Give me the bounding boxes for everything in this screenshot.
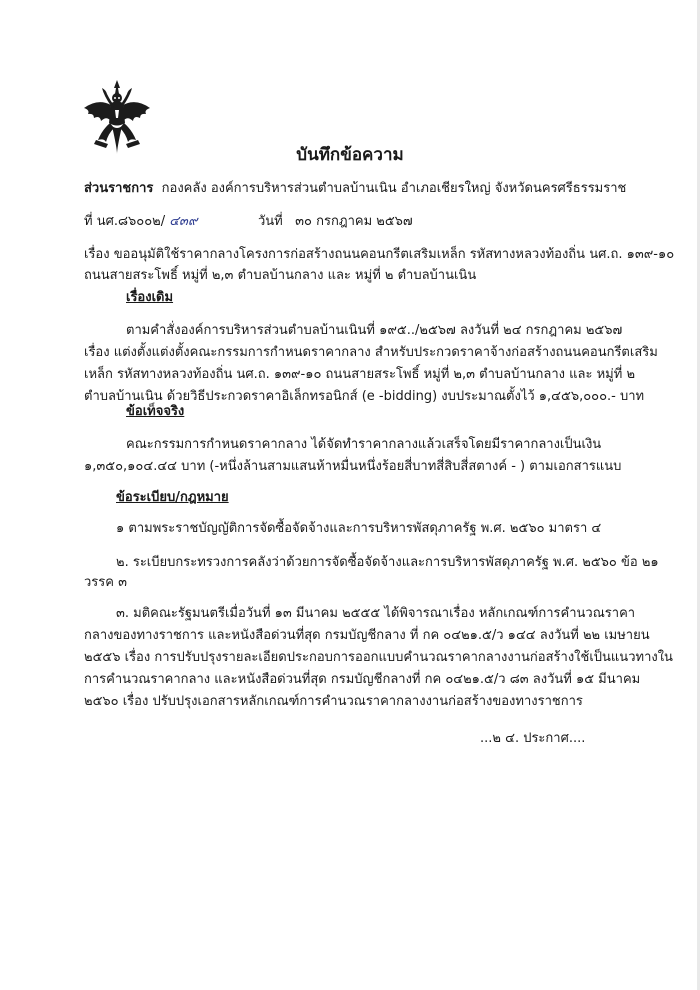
law-item-2-line-1: ๒. ระเบียบกระทรวงการคลังว่าด้วยการจัดซื้อจัดจ้างและการบริหารพัสดุภาครัฐ พ.ศ. ๒๕๖๐ ข้อ ๒๑ xyxy=(116,555,659,570)
background-line: เหล็ก รหัสทางหลวงท้องถิ่น นศ.ถ. ๑๓๙-๑๐ ถนนสายสระโพธิ์ หมู่ที่ ๒,๓ ตำบลบ้านกลาง และ หมู่ที่ ๒ xyxy=(84,367,636,382)
law-item-1: ๑ ตามพระราชบัญญัติการจัดซื้อจัดจ้างและการบริหารพัสดุภาครัฐ พ.ศ. ๒๕๖๐ มาตรา ๔ xyxy=(116,521,602,536)
date-value: ๓๐ กรกฎาคม ๒๕๖๗ xyxy=(295,214,413,229)
background-line: ตำบลบ้านเนิน ด้วยวิธีประกวดราคาอิเล็กทรอนิกส์ (e -bidding) งบประมาณตั้งไว้ ๑,๔๕๖,๐๐๐.- บาท xyxy=(84,389,645,404)
law-item-3-line: ๓. มติคณะรัฐมนตรีเมื่อวันที่ ๑๓ มีนาคม ๒๕๕๕ ได้พิจารณาเรื่อง หลักเกณฑ์การคำนวณราคา xyxy=(116,606,636,621)
law-item-3-line: ๒๕๖๐ เรื่อง ปรับปรุงเอกสารหลักเกณฑ์การคำนวณราคากลางงานก่อสร้างของทางราชการ xyxy=(84,694,583,709)
law-item-2-line-2: วรรค ๓ xyxy=(84,575,127,590)
subject-line-2: ถนนสายสระโพธิ์ หมู่ที่ ๒,๓ ตำบลบ้านกลาง และ หมู่ที่ ๒ ตำบลบ้านเนิน xyxy=(84,268,477,283)
reference-label: ที่ นศ.๘๖๐๐๒/ xyxy=(84,214,166,229)
page-continuation: ...๒ ๔. ประกาศ.... xyxy=(480,731,586,746)
date-label: วันที่ xyxy=(258,214,283,229)
law-item-3-line: กลางของทางราชการ และหนังสือด่วนที่สุด กรมบัญชีกลาง ที่ กค ๐๔๒๑.๕/ว ๑๔๔ ลงวันที่ ๒๒ เมษายน xyxy=(84,628,650,643)
background-line: เรื่อง แต่งตั้งแต่งตั้งคณะกรรมการกำหนดราคากลาง สำหรับประกวดราคาจ้างก่อสร้างถนนคอนกรีตเสริม xyxy=(84,345,658,360)
law-item-3-line: การคำนวณราคากลาง และหนังสือด่วนที่สุด กรมบัญชีกลางที่ กค ๐๔๒๑.๕/ว ๘๓ ลงวันที่ ๑๕ มีนาคม xyxy=(84,672,641,687)
subject-line-1: เรื่อง ขออนุมัติใช้ราคากลางโครงการก่อสร้างถนนคอนกรีตเสริมเหล็ก รหัสทางหลวงท้องถิ่น นศ.ถ. ๑๓๙-๑๐ xyxy=(84,247,675,262)
law-item-3-line: ๒๕๕๖ เรื่อง การปรับปรุงรายละเอียดประกอบการออกแบบคำนวณราคากลางงานก่อสร้างใช้เป็นแนวทางใน xyxy=(84,650,673,665)
facts-line: คณะกรรมการกำหนดราคากลาง ได้จัดทำราคากลางแล้วเสร็จโดยมีราคากลางเป็นเงิน xyxy=(126,437,602,452)
reference-number-handwritten: ๔๓๙ xyxy=(169,214,198,229)
background-line: ตามคำสั่งองค์การบริหารส่วนตำบลบ้านเนินที่ ๑๙๕../๒๕๖๗ ลงวันที่ ๒๔ กรกฎาคม ๒๕๖๗ xyxy=(126,323,623,338)
facts-line: ๑,๓๕๐,๑๐๔.๔๔ บาท (-หนึ่งล้านสามแสนห้าหมื่นหนึ่งร้อยสี่บาทสี่สิบสี่สตางค์ - ) ตามเอกสารแนบ xyxy=(84,459,622,474)
agency-value: กองคลัง องค์การบริหารส่วนตำบลบ้านเนิน อำเภอเชียรใหญ่ จังหวัดนครศรีธรรมราช xyxy=(161,181,627,196)
date-line xyxy=(258,214,413,230)
law-heading: ข้อระเบียบ/กฎหมาย xyxy=(116,490,229,505)
background-heading: เรื่องเดิม xyxy=(126,290,174,305)
facts-heading: ข้อเท็จจริง xyxy=(126,404,185,419)
memo-title: บันทึกข้อความ xyxy=(296,145,404,165)
agency-line xyxy=(84,181,626,197)
reference-line xyxy=(84,214,197,230)
agency-label: ส่วนราชการ xyxy=(84,181,154,196)
